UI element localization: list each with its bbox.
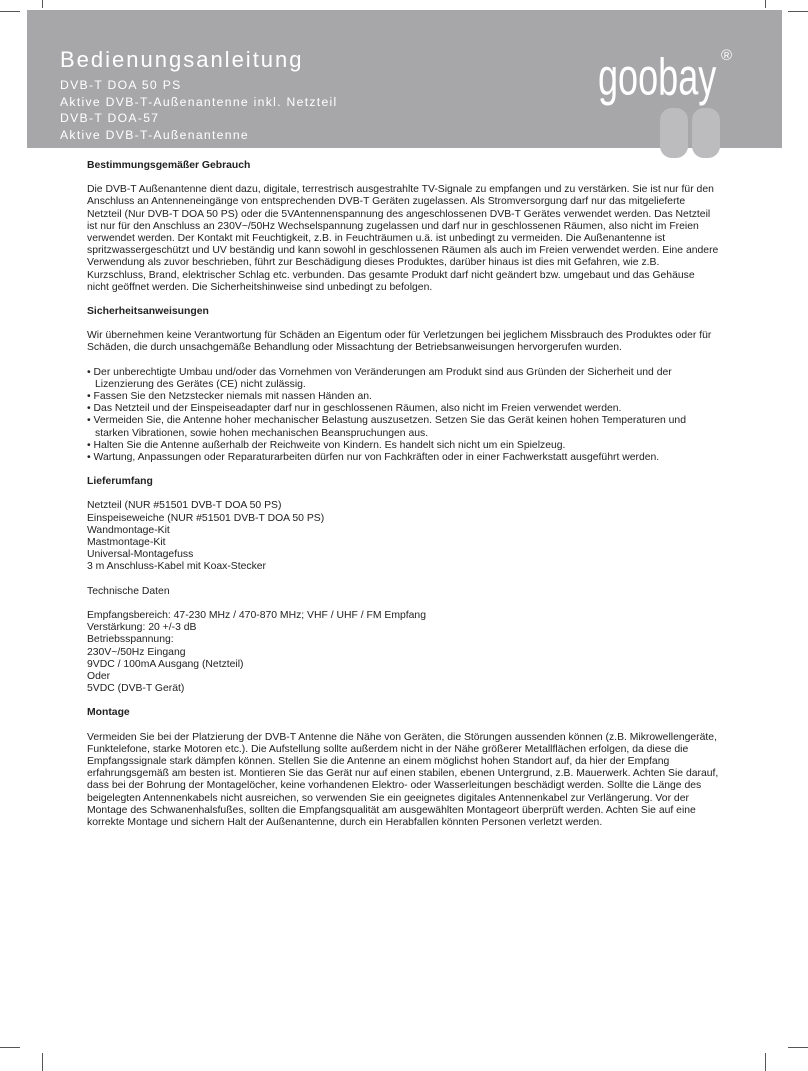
list-item: Oder [87, 670, 111, 682]
list-item: Universal-Montagefuss [87, 549, 194, 561]
section-heading-intended-use: Bestimmungsgemäßer Gebrauch [87, 160, 251, 171]
crop-mark [765, 0, 766, 8]
safety-list [87, 367, 719, 465]
list-item: 230V~/50Hz Eingang [87, 646, 186, 658]
section-heading-scope: Lieferumfang [87, 476, 153, 488]
crop-mark [765, 1053, 766, 1071]
list-item: 3 m Anschluss-Kabel mit Koax-Stecker [87, 561, 267, 573]
list-item: • Fassen Sie den Netzstecker niemals mit nassen Händen an. [87, 391, 719, 403]
list-item: • Vermeiden Sie, die Antenne hoher mechanischer Belastung auszusetzen. Setzen Sie das Gerät keinen hohen Temperaturen und starken Vibrationen, sowie hohen mechanischen Beanspruchungen aus. [87, 415, 719, 439]
logo-shape-left [660, 108, 688, 158]
tech-data-list [87, 610, 719, 695]
logo-shape-right [692, 108, 720, 158]
page-title: Bedienungsanleitung [60, 47, 304, 72]
section-heading-mounting: Montage [87, 707, 130, 719]
list-item: • Halten Sie die Antenne außerhalb der Reichweite von Kindern. Es handelt sich nicht um ein Spielzeug. [87, 440, 719, 452]
list-item: Netzteil (NUR #51501 DVB-T DOA 50 PS) [87, 500, 282, 512]
list-item: 5VDC (DVB-T Gerät) [87, 683, 185, 695]
subtitle: Aktive DVB-T-Außenantenne [60, 127, 249, 142]
subtitle: Aktive DVB-T-Außenantenne inkl. Netzteil [60, 94, 338, 109]
goobay-logo [598, 38, 748, 158]
crop-mark [0, 11, 20, 12]
list-item: 9VDC / 100mA Ausgang (Netzteil) [87, 658, 244, 670]
safety-text: Wir übernehmen keine Verantwortung für Schäden an Eigentum oder für Verletzungen bei jeglichem Missbrauch des Produktes oder für Schäden, die durch unsachgemäße Behandlung oder Missachtung der Betriebsanweisungen hervorgerufen wurden. [87, 330, 712, 354]
list-item: Betriebsspannung: [87, 634, 174, 646]
list-item: • Wartung, Anpassungen oder Reparaturarbeiten dürfen nur von Fachkräften oder in einer Fachwerkstatt ausgeführt werden. [87, 452, 719, 464]
crop-mark [0, 1047, 20, 1048]
scope-list [87, 500, 719, 573]
subtitle: DVB-T DOA-57 [60, 111, 160, 126]
product-subtitles [60, 77, 338, 143]
mounting-text: Vermeiden Sie bei der Platzierung der DVB-T Antenne die Nähe von Geräten, die Störungen aussenden können (z.B. Mikrowellengeräte, Funktelefone, starke Motoren etc.). Die Aufstellung sollte außerdem nicht in der Nähe größerer Metallflächen erfolgen, da diese die Empfangssignale stark dämpfen können. Stellen Sie die Antenne an einem möglichst hohen Standort auf, da hier der Empfang erfahrungsgemäß am besten ist. Montieren Sie das Gerät nur auf einen stabilen, ebenen Untergrund, z.B. Mauerwerk. Achten Sie darauf, dass bei der Bohrung der Montagelöcher, keine vorhandenen Elektro- oder Wasserleitungen beschädigt werden. Sollte die Länge des beigelegten Antennenkabels nicht ausreichen, so verwenden Sie ein geeignetes digitales Antennenkabel zur Verlängerung. Vor der Montage des Schwanenhalsfußes, sollten die Empfangsqualität am ausgewählten Montageort überprüft werden. Achten Sie auf eine korrekte Montage und sichern Halt der Außenantenne, durch ein Herabfallen könnten Personen verletzt werden. [87, 731, 719, 828]
manual-content [87, 160, 719, 841]
crop-mark [42, 0, 43, 8]
list-item: • Der unberechtigte Umbau und/oder das Vornehmen von Veränderungen am Produkt sind aus Gründen der Sicherheit und der Lizenzierung des Gerätes (CE) nicht zulässig. [87, 367, 719, 391]
intended-use-text: Die DVB-T Außenantenne dient dazu, digitale, terrestrisch ausgestrahlte TV-Signale zu empfangen und zu verstärken. Sie ist nur für den Anschluss an Antenneneingänge von entsprechenden DVB-T Geräten zugelassen. Als Stromversorgung darf nur das mitgelieferte Netzteil (Nur DVB-T DOA 50 PS) oder die 5VAntennenspannung des angeschlossenen DVB-T Gerätes verwendet werden. Das Netzteil ist nur für den Anschluss an 230V~/50Hz Wechselspannung zugelassen und darf nur in geschlossenen Räumen, also nicht im Freien verwendet werden. Der Kontakt mit Feuchtigkeit, z.B. in Feuchträumen u.ä. ist unbedingt zu vermeiden. Die Außenantenne ist spritzwassergeschützt und UV beständig und kann sowohl in geschlossenen Räumen als auch im Freien verwendet werden. Eine andere Verwendung als zuvor beschrieben, führt zur Beschädigung dieses Produktes, darüber hinaus ist dies mit Gefahren, wie z.B. Kurzschluss, Brand, elektrischer Schlag etc. verbunden. Das gesamte Produkt darf nicht geändert bzw. umgebaut und das Gehäuse nicht geöffnet werden. Die Sicherheitshinweise sind unbedingt zu befolgen. [87, 184, 719, 293]
section-heading-tech: Technische Daten [87, 585, 170, 597]
logo-text: goobay [598, 49, 717, 107]
section-heading-safety: Sicherheitsanweisungen [87, 306, 209, 318]
subtitle: DVB-T DOA 50 PS [60, 78, 182, 92]
list-item: Einspeiseweiche (NUR #51501 DVB-T DOA 50 PS) [87, 512, 325, 524]
list-item: Empfangsbereich: 47-230 MHz / 470-870 MHz; VHF / UHF / FM Empfang [87, 609, 426, 621]
crop-mark [42, 1053, 43, 1071]
list-item: Verstärkung: 20 +/-3 dB [87, 622, 197, 634]
list-item: • Das Netzteil und der Einspeiseadapter darf nur in geschlossenen Räumen, also nicht im Freien verwendet werden. [87, 403, 719, 415]
crop-mark [788, 11, 808, 12]
list-item: Mastmontage-Kit [87, 537, 166, 549]
list-item: Wandmontage-Kit [87, 524, 170, 536]
crop-mark [788, 1047, 808, 1048]
registered-mark: ® [721, 47, 733, 64]
